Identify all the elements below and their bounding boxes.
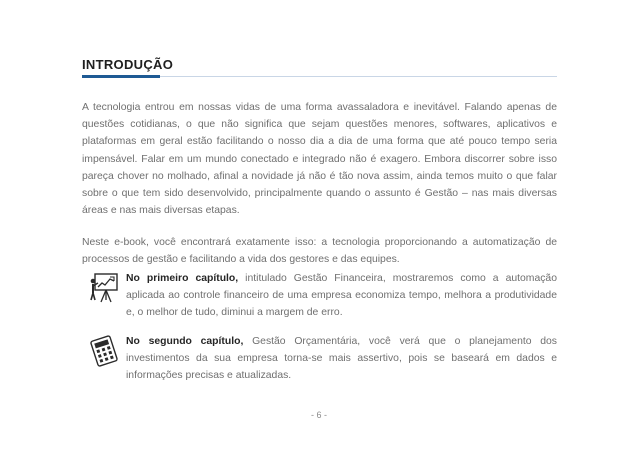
chapter-item-2-body: Gestão Orçamentária, você verá que o planejamento dos investimentos da sua empresa torna-se mais assertivo, pois se baseará em dados e informações precisas e atualizadas. [126,336,557,382]
chapter-item-1-text [126,270,557,322]
section-heading: INTRODUÇÃO [82,57,174,72]
chapter-item-1-body: intitulado Gestão Financeira, mostraremos como a automação aplicada ao controle financeiro de uma empresa economiza tempo, melhora a produtividade e, o melhor de tudo, diminui a margem de erro. [126,273,557,319]
calculator-icon [88,335,120,367]
ebook-paragraph: Neste e-book, você encontrará exatamente isso: a tecnologia proporcionando a automatização de processos de gestão e facilitando a vida dos gestores e das equipes. [82,237,557,266]
heading-underline [82,75,160,78]
intro-paragraph: A tecnologia entrou em nossas vidas de uma forma avassaladora e inevitável. Falando apenas de questões cotidianas, o que não significa que sejam questões menores, softwares, aplicativos e plataformas em geral estão facilitando o nosso dia a dia de uma forma que até pouco tempo seria impensável. Falar em um mundo conectado e integrado não é exagero. Embora discorrer sobre isso pareça chover no molhado, afinal a novidade já não é tão nova assim, ainda temos muito o que falar sobre o que tem sido desenvolvido, principalmente quando o assunto é Gestão – nas mais diversas áreas e nas mais diversas etapas. [82,102,557,217]
chapter-item-2-lead: No segundo capítulo, [126,336,244,347]
chapter-item-1-lead: No primeiro capítulo, [126,273,239,284]
chapter-item-2-text [126,333,557,385]
page-number: - 6 - [310,410,327,420]
presentation-chart-icon [88,272,120,304]
